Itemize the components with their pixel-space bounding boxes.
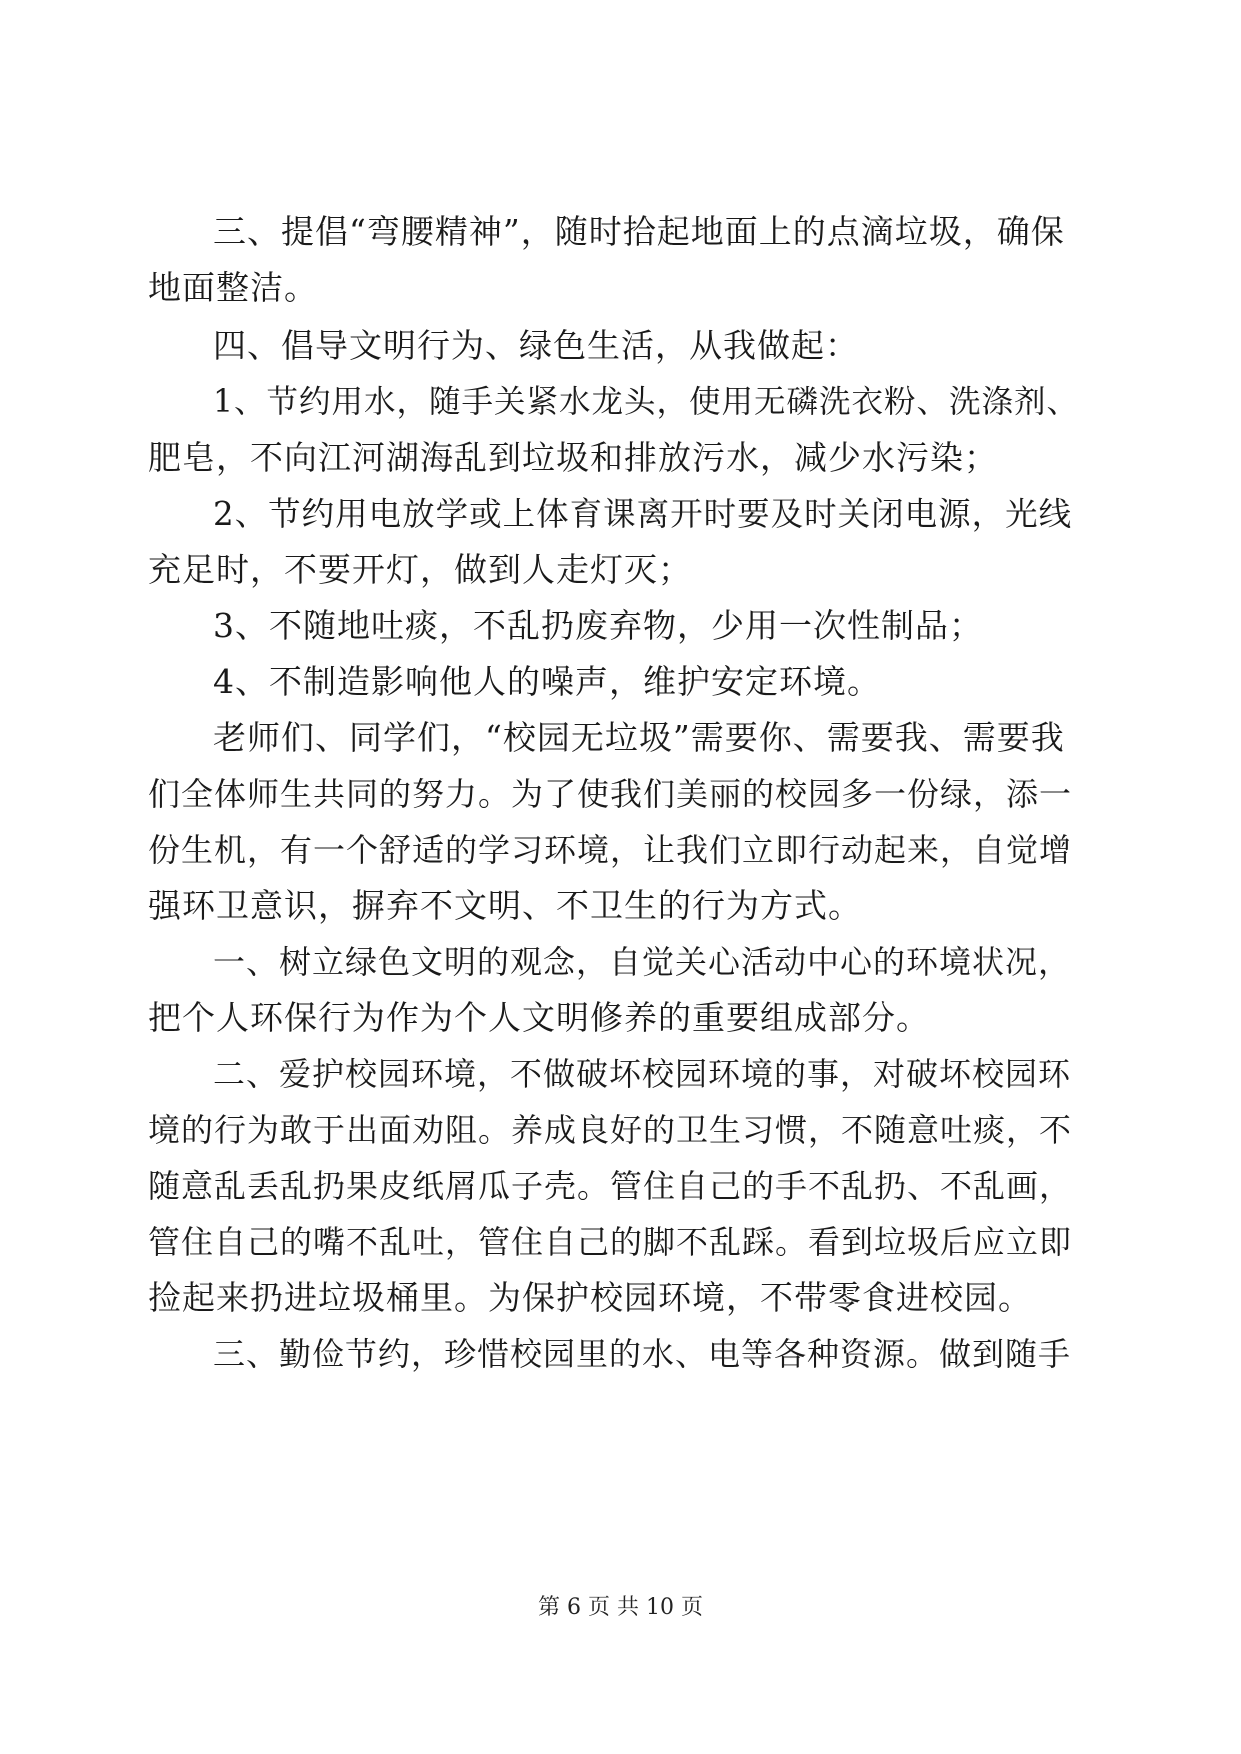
paragraph-line: 捡起来扔进垃圾桶里。为保护校园环境，不带零食进校园。 <box>148 1278 1032 1317</box>
paragraph-line: 四、倡导文明行为、绿色生活，从我做起： <box>213 326 859 365</box>
paragraph-line: 2、节约用电放学或上体育课离开时要及时关闭电源，光线 <box>213 495 1073 533</box>
paragraph-line: 们全体师生共同的努力。为了使我们美丽的校园多一份绿，添一 <box>148 775 1073 813</box>
paragraph-line: 强环卫意识，摒弃不文明、不卫生的行为方式。 <box>148 886 862 925</box>
paragraph-line: 4、不制造影响他人的噪声，维护安定环境。 <box>213 662 881 701</box>
paragraph-line: 1、节约用水，随手关紧水龙头，使用无磷洗衣粉、洗涤剂、 <box>213 384 1080 420</box>
paragraph-line: 管住自己的嘴不乱吐，管住自己的脚不乱踩。看到垃圾后应立即 <box>148 1223 1073 1261</box>
paragraph-line: 地面整洁。 <box>148 268 318 307</box>
paragraph-line: 一、树立绿色文明的观念，自觉关心活动中心的环境状况， <box>213 943 1072 981</box>
paragraph-line: 肥皂，不向江河湖海乱到垃圾和排放污水，减少水污染； <box>148 438 998 477</box>
paragraph-line: 随意乱丢乱扔果皮纸屑瓜子壳。管住自己的手不乱扔、不乱画， <box>148 1167 1073 1205</box>
paragraph-line: 份生机，有一个舒适的学习环境，让我们立即行动起来，自觉增 <box>148 831 1073 869</box>
paragraph-line: 3、不随地吐痰，不乱扔废弃物，少用一次性制品； <box>213 606 983 645</box>
paragraph-line: 把个人环保行为作为个人文明修养的重要组成部分。 <box>148 998 930 1037</box>
paragraph-line: 境的行为敢于出面劝阻。养成良好的卫生习惯，不随意吐痰，不 <box>148 1111 1073 1149</box>
paragraph-line: 三、勤俭节约，珍惜校园里的水、电等各种资源。做到随手 <box>213 1335 1072 1373</box>
paragraph-line: 三、提倡“弯腰精神”，随时拾起地面上的点滴垃圾，确保 <box>213 212 1065 251</box>
page-number-footer: 第 6 页 共 10 页 <box>538 1595 703 1620</box>
paragraph-line: 充足时，不要开灯，做到人走灯灭； <box>148 550 692 589</box>
paragraph-line: 老师们、同学们，“校园无垃圾”需要你、需要我、需要我 <box>213 718 1065 757</box>
paragraph-line: 二、爱护校园环境，不做破坏校园环境的事，对破坏校园环 <box>213 1055 1072 1093</box>
